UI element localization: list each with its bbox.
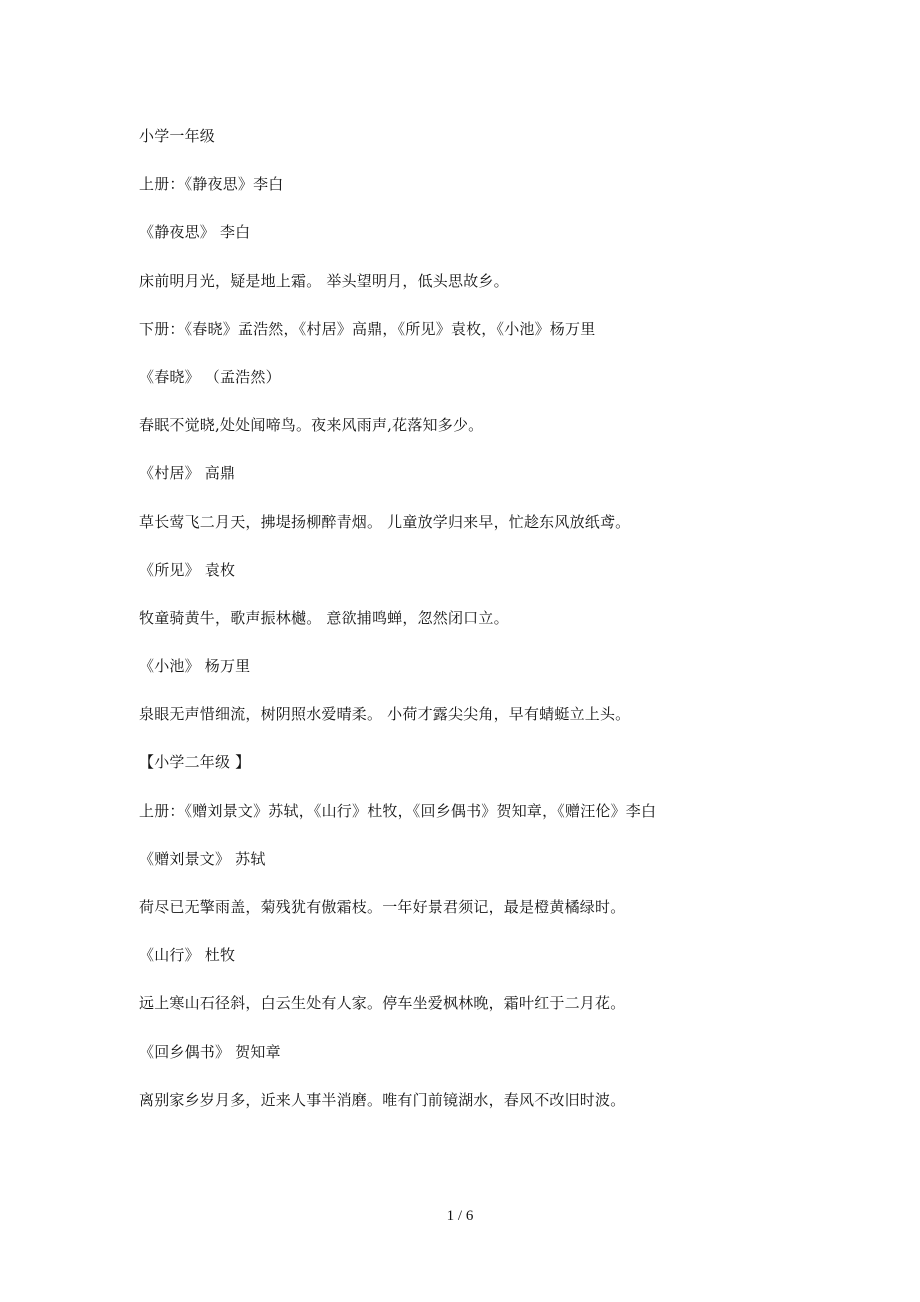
poem-text: 离别家乡岁月多，近来人事半消磨。唯有门前镜湖水，春风不改旧时波。 [139, 1090, 626, 1109]
poem-text: 泉眼无声惜细流，树阴照水爱晴柔。 小荷才露尖尖角，早有蜻蜓立上头。 [139, 705, 631, 724]
poem-text: 床前明月光，疑是地上霜。 举头望明月，低头思故乡。 [139, 271, 509, 290]
poem-title: 《回乡偶书》 贺知章 [139, 1042, 281, 1061]
poem-title: 《赠刘景文》 苏轼 [139, 849, 266, 868]
poem-text: 远上寒山石径斜，白云生处有人家。停车坐爱枫林晚，霜叶红于二月花。 [139, 994, 626, 1013]
poem-text: 草长莺飞二月天，拂堤扬柳醉青烟。 儿童放学归来早，忙趁东风放纸鸢。 [139, 512, 631, 531]
poem-title: 《春晓》 （孟浩然） [139, 367, 281, 386]
poem-text: 春眠不觉晓,处处闻啼鸟。夜来风雨声,花落知多少。 [139, 416, 484, 435]
poem-title: 《村居》 高鼎 [139, 464, 236, 483]
volume-summary: 上册：《赠刘景文》苏轼，《山行》杜牧，《回乡偶书》贺知章，《赠汪伦》李白 [139, 801, 657, 820]
document-body [139, 126, 859, 1138]
grade-heading: 【小学二年级 】 [139, 753, 251, 772]
page-number: 1 / 6 [446, 1208, 474, 1224]
poem-title: 《山行》 杜牧 [139, 946, 236, 965]
volume-summary: 下册：《春晓》孟浩然，《村居》高鼎，《所见》袁枚，《小池》杨万里 [139, 319, 596, 338]
poem-title: 《小池》 杨万里 [139, 657, 251, 676]
poem-text: 荷尽已无擎雨盖，菊残犹有傲霜枝。一年好景君须记，最是橙黄橘绿时。 [139, 898, 626, 916]
grade-heading: 小学一年级 [139, 127, 216, 145]
poem-title: 《所见》 袁枚 [139, 560, 236, 579]
poem-text: 牧童骑黄牛，歌声振林樾。 意欲捕鸣蝉，忽然闭口立。 [139, 608, 509, 627]
poem-title: 《静夜思》 李白 [139, 223, 251, 242]
volume-summary: 上册：《静夜思》李白 [139, 175, 284, 194]
